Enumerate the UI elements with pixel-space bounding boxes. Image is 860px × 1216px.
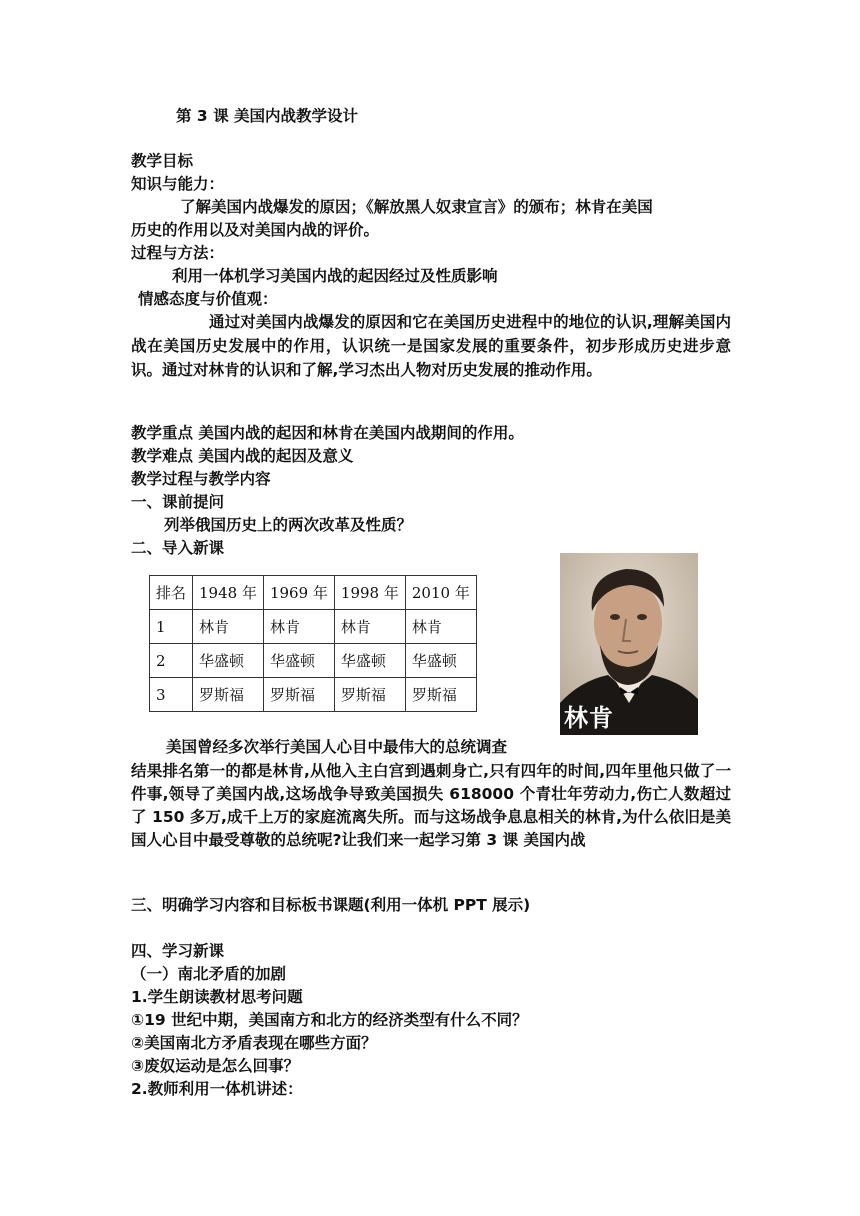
question-1: ①19 世纪中期，美国南方和北方的经济类型有什么不同？ xyxy=(131,1011,528,1029)
item-2: 2.教师利用一体机讲述： xyxy=(131,1080,303,1098)
table-cell: 罗斯福 xyxy=(405,678,476,712)
question-3: ③废奴运动是怎么回事？ xyxy=(131,1057,300,1075)
ranking-table xyxy=(149,575,477,712)
table-header-cell: 2010 年 xyxy=(405,576,476,610)
process-text: 利用一体机学习美国内战的起因经过及性质影响 xyxy=(172,267,498,285)
table-cell: 林肯 xyxy=(405,610,476,644)
section-1-heading: 一、课前提问 xyxy=(131,493,225,511)
table-cell: 林肯 xyxy=(263,610,334,644)
knowledge-heading: 知识与能力： xyxy=(131,175,225,193)
emotion-heading: 情感态度与价值观： xyxy=(138,290,278,308)
key-points: 教学重点 美国内战的起因和林肯在美国内战期间的作用。 xyxy=(131,424,524,442)
question-2: ②美国南北方矛盾表现在哪些方面？ xyxy=(131,1034,377,1052)
knowledge-line-2: 历史的作用以及对美国内战的评价。 xyxy=(131,221,380,239)
table-header-cell: 排名 xyxy=(150,576,193,610)
table-header-cell: 1969 年 xyxy=(263,576,334,610)
intro-paragraph: 结果排名第一的都是林肯,从他入主白宫到遇刺身亡,只有四年的时间,四年里他只做了一件事,领导了美国内战,这场战争导致美国损失 618000 个青壮年劳动力,伤亡人数超过了 150 多万,成千上万的家庭流离失所。而与这场战争息息相关的林肯,为什么依旧是美国人心目中最受尊敬的总统呢?让我们来一起学习第 3 课 美国内战 xyxy=(131,762,731,849)
table-cell: 华盛顿 xyxy=(263,644,334,678)
table-cell: 林肯 xyxy=(193,610,264,644)
subsection-1-heading: （一）南北矛盾的加剧 xyxy=(131,965,287,983)
emotion-paragraph: 通过对美国内战爆发的原因和它在美国历史进程中的地位的认识,理解美国内战在美国历史发展中的作用，认识统一是国家发展的重要条件，初步形成历史进步意识。通过对林肯的认识和了解,学习杰出人物对历史发展的推动作用。 xyxy=(131,313,731,379)
table-cell: 罗斯福 xyxy=(263,678,334,712)
table-cell: 华盛顿 xyxy=(334,644,405,678)
portrait-caption: 林肯 xyxy=(564,704,614,732)
section-1-question: 列举俄国历史上的两次改革及性质？ xyxy=(164,516,413,534)
item-1: 1.学生朗读教材思考问题 xyxy=(131,988,303,1006)
page-title: 第 3 课 美国内战教学设计 xyxy=(176,107,358,125)
table-row xyxy=(150,644,477,678)
survey-line: 美国曾经多次举行美国人心目中最伟大的总统调查 xyxy=(166,738,508,756)
table-cell: 林肯 xyxy=(334,610,405,644)
table-row xyxy=(150,610,477,644)
section-4-heading: 四、学习新课 xyxy=(131,942,225,960)
process-heading: 过程与方法： xyxy=(131,244,225,262)
difficulties: 教学难点 美国内战的起因及意义 xyxy=(131,447,354,465)
table-cell: 1 xyxy=(150,610,193,644)
table-cell: 罗斯福 xyxy=(193,678,264,712)
goals-heading: 教学目标 xyxy=(131,152,194,170)
lincoln-portrait xyxy=(560,553,698,735)
table-header-cell: 1998 年 xyxy=(334,576,405,610)
section-3-heading: 三、明确学习内容和目标板书课题(利用一体机 PPT 展示) xyxy=(131,896,531,914)
table-header-row xyxy=(150,576,477,610)
knowledge-line-1: 了解美国内战爆发的原因；《解放黑人奴隶宣言》的颁布；林肯在美国 xyxy=(180,198,653,216)
section-2-heading: 二、导入新课 xyxy=(131,539,225,557)
table-cell: 3 xyxy=(150,678,193,712)
table-header-cell: 1948 年 xyxy=(193,576,264,610)
table-cell: 罗斯福 xyxy=(334,678,405,712)
table-cell: 2 xyxy=(150,644,193,678)
table-cell: 华盛顿 xyxy=(405,644,476,678)
table-cell: 华盛顿 xyxy=(193,644,264,678)
table-row xyxy=(150,678,477,712)
process-heading: 教学过程与教学内容 xyxy=(131,470,271,488)
